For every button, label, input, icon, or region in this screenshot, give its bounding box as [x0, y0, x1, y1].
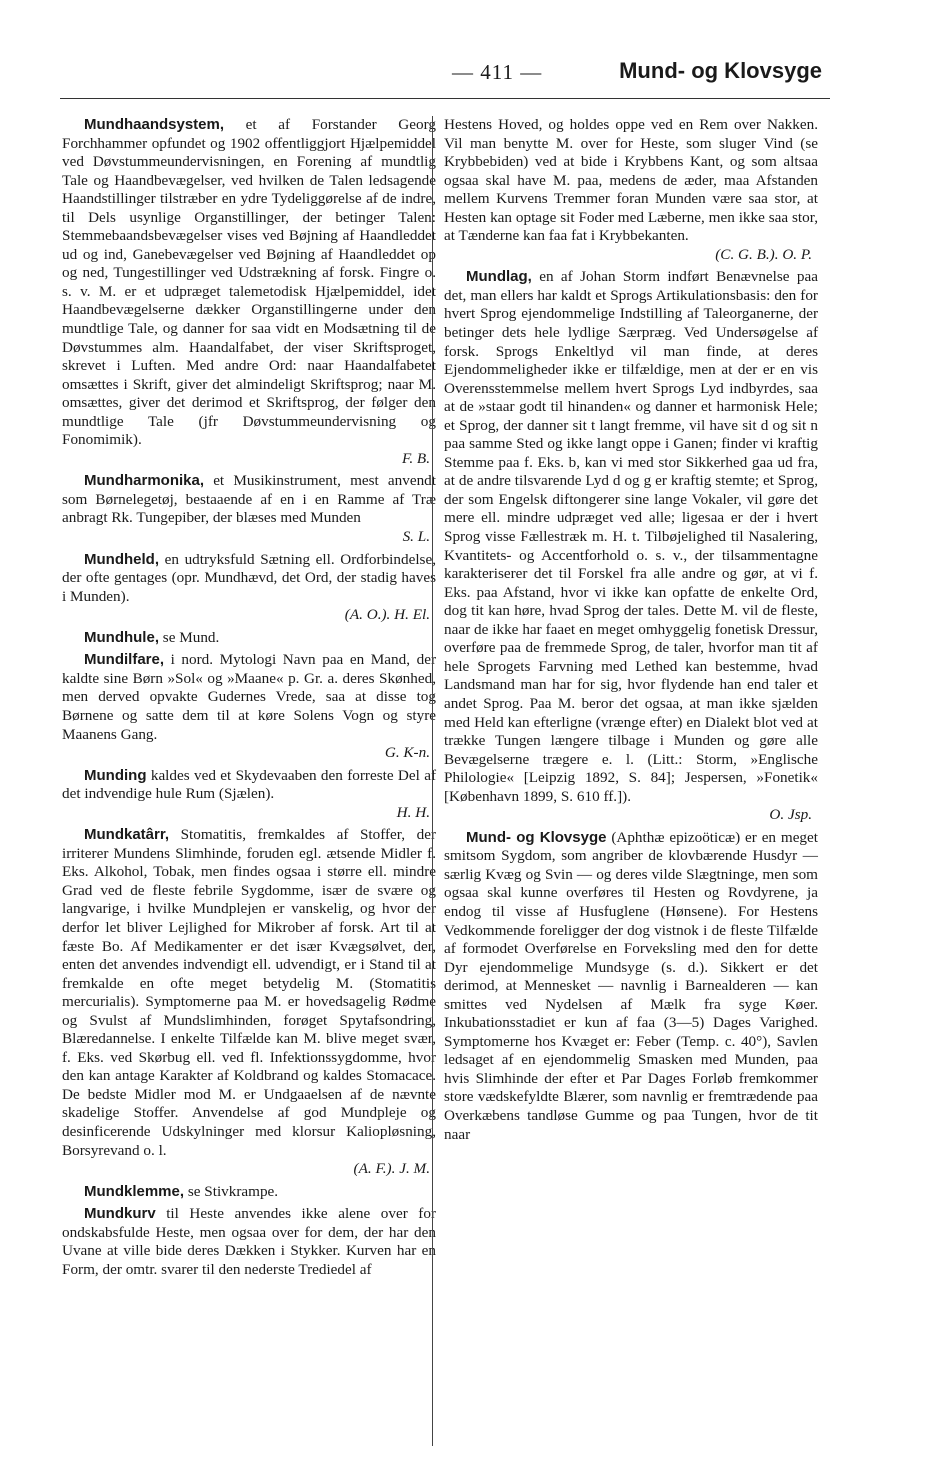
entry-text: Hestens Hoved, og holdes oppe ved en Rem over Nakken. Vil man benytte M. over for Heste, som sluger Vind (se Krybbebiden) ved at bide i Krybbens Kant, og som altsaa ogsaa skal have M. paa, medens de æder, maa Afstanden mellem Kurvens Tremmer foran Munden være saa stor, at Hesten kan optage sit Foder med Læberne, men ikke saa stor, at Tænderne kan faa fat i Krybbekanten.	[444, 116, 818, 245]
headword: Mundilfare,	[84, 651, 165, 669]
author-signature: S. L.	[402, 528, 430, 546]
author-signature: F. B.	[402, 449, 430, 467]
entry-mund-og-klovsyge	[444, 829, 818, 1144]
entry-text: (Aphthæ epizoöticæ) er en meget smitsom Sygdom, som angriber de klovbærende Husdyr — særlig Kvæg og Svin — og deres vilde Slægtninge, men som ogsaa skal kunne overføres til Hesten og Rovdyrene, ja endog til visse af Husfuglene (Hønsene). For Hestens Vedkommende foreligger der dog vistnok i de fleste Tilfælde af formodet Overførelse en Forveksling med den for dette Dyr ejendommelige Mundsyge (s. d.). Sikkert er det derimod, at Mennesket — navnlig i Barnealderen — kan smittes ved Nydelsen af Mælk fra syge Køer. Inkubationsstadiet er kun af faa (3—5) Dages Varighed. Symptomerne hos Kvæget er: Feber (Temp. c. 40°), Savlen ledsaget af en ejendommelig Smasken med Munden, paa hvis Slimhinde der efter et Par Dages Forløb fremkommer store vædskefyldte Blærer, som navnlig er fremtrædende paa Overkæbens tandløse Gumme og paa Tungen, hvor de tit naar	[444, 828, 818, 1143]
page-header	[60, 58, 830, 92]
headword: Mundheld,	[84, 550, 159, 568]
entry-text: se Stivkrampe.	[187, 1182, 279, 1200]
headword: Mundklemme,	[84, 1182, 185, 1200]
headword: Mundhule,	[84, 628, 159, 646]
left-column	[62, 116, 436, 1283]
entry-mundharmonika	[62, 472, 436, 546]
entry-text: se Mund.	[162, 628, 220, 646]
entry-mundkurv-cont	[444, 116, 818, 264]
headword: Mundkurv	[84, 1205, 156, 1223]
entry-text: en udtryksfuld Sætning ell. Ordforbindelse, der ofte gentages (opr. Mundhævd, det Ord, der stadig haves i Munden).	[62, 550, 436, 605]
author-signature: O. Jsp.	[769, 806, 812, 824]
headword: Mundkatârr,	[84, 826, 170, 844]
entry-munding	[62, 767, 436, 823]
author-signature: (A. F.). J. M.	[353, 1160, 430, 1178]
headword: Mundharmonika,	[84, 472, 205, 490]
headword: Mundlag,	[466, 268, 532, 286]
entry-text: Stomatitis, fremkaldes af Stoffer, der irriterer Mundens Slimhinde, foruden egl. ætsende Midler f. Eks. Alkohol, Tobak, men findes ogsaa i større ell. mindre Grad ved de fleste febrile Sygdomme, især de svære og langvarige, i hvilke Mundplejen er vanskelig, og hvor der derfor let bliver Lejlighed for Mikrober af forsk. Art til at fæste Bo. Af Medikamenter er det især Kvægsølvet, der, enten det anvendes indvendigt ell. udvendigt, er i Stand til at fremkalde en ofte meget betydelig M. (Stomatitis mercurialis). Symptomerne paa M. er hovedsagelig Rødme og Svulst af Mundslimhinden, forøget Spytafsondring, Blæredannelse. I enkelte Tilfælde kan M. blive meget svær, f. Eks. ved Skørbug ell. ved fl. Infektionssygdomme, hvor den kan antage Karakter af Koldbrand og kaldes Stomacace. De bedste Midler mod M. er Undgaaelsen af de nævnte skadelige Stoffer. Anvendelse af god Mundpleje og desinficerende Udskylninger med klorsur Kaliopløsning, Borsyrevand o. l.	[62, 826, 436, 1159]
entry-mundlag	[444, 268, 818, 824]
author-signature: H. H.	[396, 803, 430, 821]
headword: Munding	[84, 766, 147, 784]
entry-mundhaandsystem	[62, 116, 436, 468]
entry-mundheld	[62, 551, 436, 625]
entry-text: i nord. Mytologi Navn paa en Mand, der kaldte sine Børn »Sol« og »Maane« p. Gr. a. deres Skønhed, men derved opvakte Gudernes Vrede, saa at disse tog Børnene og satte dem til at køre Solens Vogn og styre Maanens Gang.	[62, 651, 437, 743]
entry-text: et af Forstander Georg Forchhammer opfundet og 1902 offentliggjort Hjælpemiddel ved Døvstummeundervisningen, en Forening af mundtlig Tale og Haandbevægelser, ved hvilken de Talen ledsagende Haandstillinger tilstræber en ydre Tydeliggørelse af de indre, til Dels usynlige Organstillinger, der betinger Talen: Stemmebaandsbevægelser vises ved Bøjning af Haandleddet ud og ind, Ganebevægelser ved Bøjning af Haandleddet op og ned, Tungestillinger ved Udstrækning af forsk. Fingre o. s. v. M. er et udpræget talemetodisk Hjælpemiddel, idet Haandbevægelserne dækker Organstillingerne under den mundtlige Tale, og danner for saa vidt en Modsætning til de Døvstummes alm. Haandalfabet, der viser Skriftsproget, skrevet i Luften. Med andre Ord: naar Haandalfabetet omsættes i Skrift, giver det almindeligt Skriftsprog; naar M. omsættes, giver det derimod et Skriftsprog, der følger den mundtlige Tale (jfr Døvstummeundervisning og Fonomimik).	[62, 116, 436, 449]
entry-mundhule	[62, 629, 436, 648]
header-rule	[60, 98, 830, 99]
entry-text: en af Johan Storm indført Benævnelse paa det, man ellers har kaldt et Sprogs Artikulationsbasis: den for hvert Sprog ejendommelige Indstilling af Taleorganerne, der betinger dets hele lydlige Særpræg. Ved Undersøgelse af forsk. Sprogs Enkeltlyd vil man finde, at deres Ejendommeligheder ikke er tilfældige, men at der er en vis Overensstemmelse mellem hvert Sprogs Lyd indbyrdes, saa at de »staar godt til hinanden« og danner et harmonisk Hele; et Sprog, der danner sit t langt fremme, vil have sit d og sit n paa samme Sted og ikke langt oppe i Ganen; finder vi kraftig Stemme paa f. Eks. b, kan vi med stor Sikkerhed gaa ud fra, at de andre tilsvarende Lyd d og g er kraftig stemte; et Sprog, der som Engelsk diftongerer sine lange Vokaler, vil gøre det mere ell. mindre udpræget ved alle; ligesaa er der i hvert Sprog visse Fællestræk m. H. t. Tilbøjelighed til Nasalering, Kvantitets- og Accentforhold o. s. v., der tilsammentagne karakteriserer det til Forskel fra alle andre og gør, at vi f. Eks. paa Afstand, hvor vi ikke kan opfatte de enkelte Ord, dog tit kan høre, hvad Sprog der tales. Dette M. vil de fleste, naar de ikke har faaet en meget omhyggelig fonetisk Dressur, overføre paa de fremmede Sprog, de taler, hvorfor man tit af hele Sprogets Farvning med Lethed kan bestemme, hvad Landsmand man har for sig, hvor flydende han end taler et andet Sprog. Paa M. beror det ogsaa, at man ikke sjælden med Held kan efterligne (vrænge efter) en Dialekt blot ved at trække Tungen længere tilbage i Munden og gøre alle Bevægelserne trægere e. l. (Litt.: Storm, »Englische Philologie« [Leipzig 1892, S. 84]; Jespersen, »Fonetik« [København 1899, S. 610 ff.]).	[444, 268, 818, 805]
page-number: — 411 —	[452, 60, 543, 84]
headword: Mund- og Klovsyge	[466, 828, 607, 846]
entry-text: kaldes ved et Skydevaaben den forreste Del af det indvendige hule Rum (Sjælen).	[62, 766, 436, 803]
author-signature: (A. O.). H. El.	[344, 606, 430, 624]
entry-mundklemme	[62, 1183, 436, 1202]
right-column	[444, 116, 818, 1148]
entry-mundkatarr	[62, 826, 436, 1178]
entry-mundilfare	[62, 651, 436, 762]
author-signature: G. K-n.	[384, 744, 430, 762]
entry-text: et Musikinstrument, mest anvendt som Børnelegetøj, bestaaende af en i en Ramme af Træ anbragt Rk. Tungepiber, der blæses med Munden	[62, 472, 436, 527]
author-signature: (C. G. B.). O. P.	[715, 245, 812, 263]
column-divider	[432, 116, 433, 1446]
running-title: Mund- og Klovsyge	[619, 58, 822, 83]
headword: Mundhaandsystem,	[84, 116, 225, 133]
entry-mundkurv	[62, 1205, 436, 1279]
entry-text: til Heste anvendes ikke alene over for ondskabsfulde Heste, men ogsaa over for dem, der har den Uvane at ville bide deres Dækken i Stykker. Kurven har en Form, der omtr. svarer til den nederste Trediedel af	[62, 1205, 436, 1278]
